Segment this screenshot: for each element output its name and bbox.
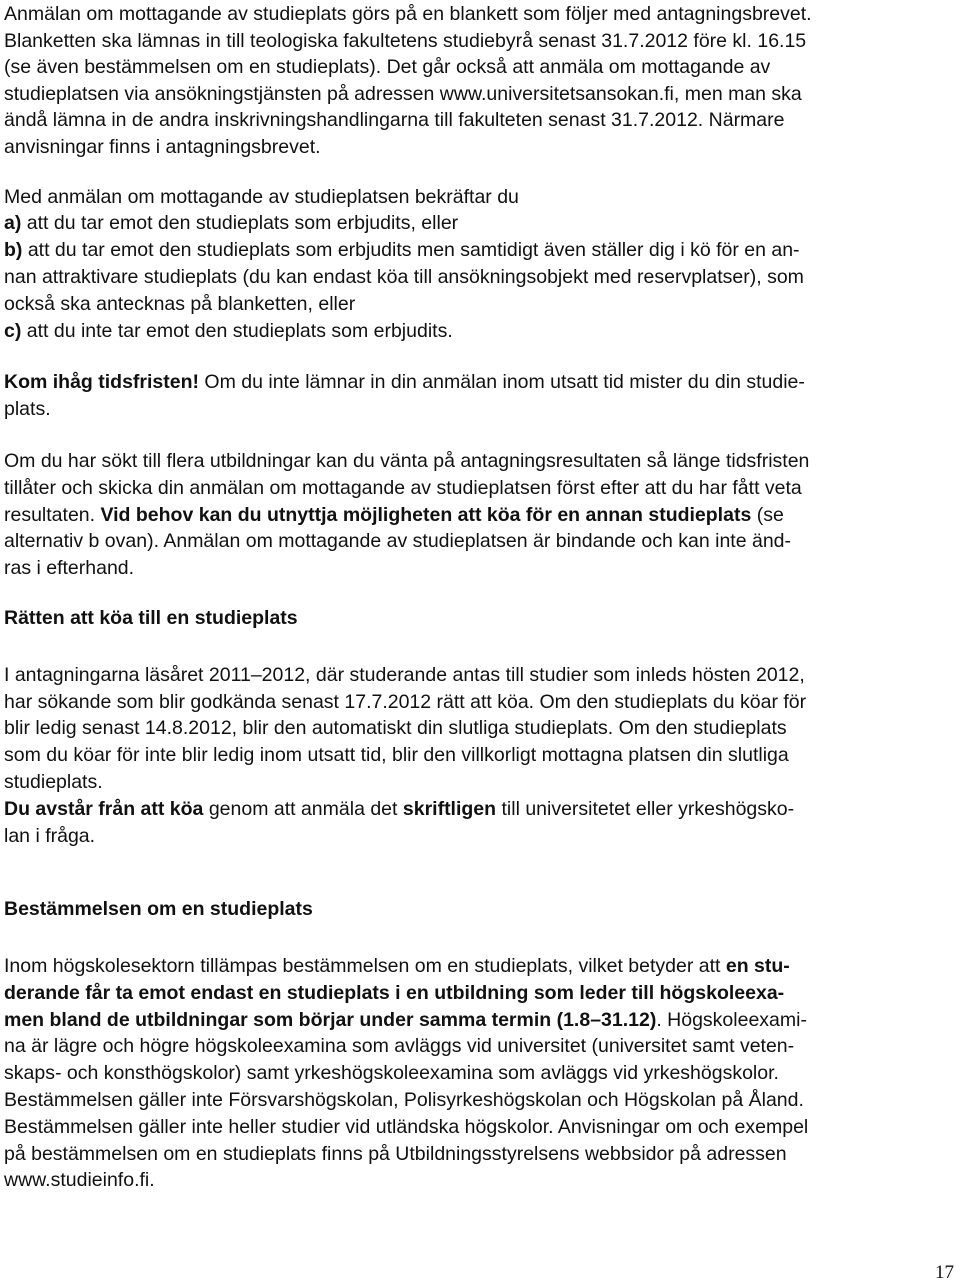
paragraph-line: Bestämmelsen gäller inte Försvarshögskolan, Polisyrkeshögskolan och Högskolan på Åland.	[4, 1089, 804, 1112]
deadline-text: plats.	[4, 398, 51, 421]
deadline-text: Om du inte lämnar in din anmälan inom utsatt tid mister du din studie-	[199, 371, 805, 394]
option-a-text: att du tar emot den studieplats som erbjudits, eller	[21, 212, 459, 235]
confirmation-lead: Med anmälan om mottagande av studieplatsen bekräftar du	[4, 185, 519, 208]
website-link: www.studieinfo.fi.	[4, 1169, 155, 1192]
rule-emphasis: men bland de utbildningar som börjar under samma termin (1.8–31.12)	[4, 1008, 657, 1031]
paragraph-line: Bestämmelsen gäller inte heller studier vid utländska högskolor. Anvisningar om och exempel	[4, 1115, 809, 1138]
paragraph-line: ras i efterhand.	[4, 557, 135, 580]
paragraph-line: blir ledig senast 14.8.2012, blir den automatiskt din slutliga studieplats. Om den studieplats	[4, 717, 787, 740]
intro-line: anvisningar finns i antagningsbrevet.	[4, 135, 321, 158]
intro-line: studieplatsen via ansökningstjänsten på adressen www.universitetsansokan.fi, men man ska	[4, 82, 802, 105]
paragraph-line: . Högskoleexami-	[656, 1008, 807, 1031]
opt-out-emphasis: Du avstår från att köa	[4, 797, 204, 820]
option-b-text: också ska antecknas på blanketten, eller	[4, 292, 356, 315]
intro-line: ändå lämna in de andra inskrivningshandlingarna till fakulteten senast 31.7.2012. Närmare	[4, 109, 785, 132]
option-b-text: nan attraktivare studieplats (du kan endast köa till ansökningsobjekt med reservplatser), som	[4, 265, 804, 288]
paragraph-line: (se	[751, 503, 784, 526]
paragraph-line: har sökande som blir godkända senast 17.7.2012 rätt att köa. Om den studieplats du köar för	[4, 690, 807, 713]
paragraph-line: skaps- och konsthögskolor) samt yrkeshögskoleexamina som avläggs vid yrkeshögskolor.	[4, 1062, 779, 1085]
paragraph-line: som du köar för inte blir ledig inom utsatt tid, blir den villkorligt mottagna platsen din slutliga	[4, 744, 789, 767]
document-page	[4, 0, 954, 1194]
multiple-applications-paragraph	[4, 448, 954, 582]
paragraph-line: Inom högskolesektorn tillämpas bestämmelsen om en studieplats, vilket betyder att	[4, 955, 726, 978]
confirmation-paragraph	[4, 184, 954, 345]
written-emphasis: skriftligen	[402, 797, 497, 820]
paragraph-line: genom att anmäla det	[203, 797, 403, 820]
deadline-emphasis: Kom ihåg tidsfristen!	[4, 371, 200, 394]
intro-paragraph	[4, 1, 954, 161]
intro-line: (se även bestämmelsen om en studieplats). Det går också att anmäla om mottagande av	[4, 56, 771, 79]
paragraph-line: lan i fråga.	[4, 824, 96, 847]
paragraph-line: na är lägre och högre högskoleexamina som avläggs vid universitet (universitet samt veten-	[4, 1035, 795, 1058]
queue-section-paragraph	[4, 662, 954, 850]
option-a-label: a)	[4, 212, 22, 235]
paragraph-line: på bestämmelsen om en studieplats finns på Utbildningsstyrelsens webbsidor på adressen	[4, 1142, 787, 1165]
paragraph-line: I antagningarna läsåret 2011–2012, där studerande antas till studier som inleds hösten 2012,	[4, 663, 805, 686]
option-c-label: c)	[4, 319, 22, 342]
deadline-paragraph	[4, 369, 954, 423]
intro-line: Blanketten ska lämnas in till teologiska fakultetens studiebyrå senast 31.7.2012 före kl. 16.15	[4, 29, 807, 52]
option-b-text: att du tar emot den studieplats som erbjudits men samtidigt även ställer dig i kö för en an-	[22, 239, 800, 262]
paragraph-line: tillåter och skicka din anmälan om mottagande av studieplatsen först efter att du har fått veta	[4, 476, 802, 499]
page-number: 17	[935, 1262, 954, 1283]
paragraph-line: till universitetet eller yrkeshögsko-	[496, 797, 795, 820]
queue-section-heading: Rätten att köa till en studieplats	[4, 606, 298, 629]
intro-line: Anmälan om mottagande av studieplats görs på en blankett som följer med antagningsbrevet.	[4, 3, 812, 25]
rule-section-paragraph	[4, 953, 954, 1194]
paragraph-line: resultaten.	[4, 503, 101, 526]
rule-emphasis: derande får ta emot endast en studieplats i en utbildning som leder till högskoleexa-	[4, 981, 785, 1004]
option-b-label: b)	[4, 239, 23, 262]
paragraph-line: Om du har sökt till flera utbildningar kan du vänta på antagningsresultaten så länge tidsfristen	[4, 449, 810, 472]
queue-emphasis: Vid behov kan du utnyttja möjligheten att köa för en annan studieplats	[100, 503, 752, 526]
paragraph-line: alternativ b ovan). Anmälan om mottagande av studieplatsen är bindande och kan inte änd-	[4, 530, 792, 553]
rule-section-heading: Bestämmelsen om en studieplats	[4, 898, 313, 921]
option-c-text: att du inte tar emot den studieplats som erbjudits.	[21, 319, 453, 342]
rule-emphasis: en stu-	[725, 955, 790, 978]
paragraph-line: studieplats.	[4, 770, 103, 793]
